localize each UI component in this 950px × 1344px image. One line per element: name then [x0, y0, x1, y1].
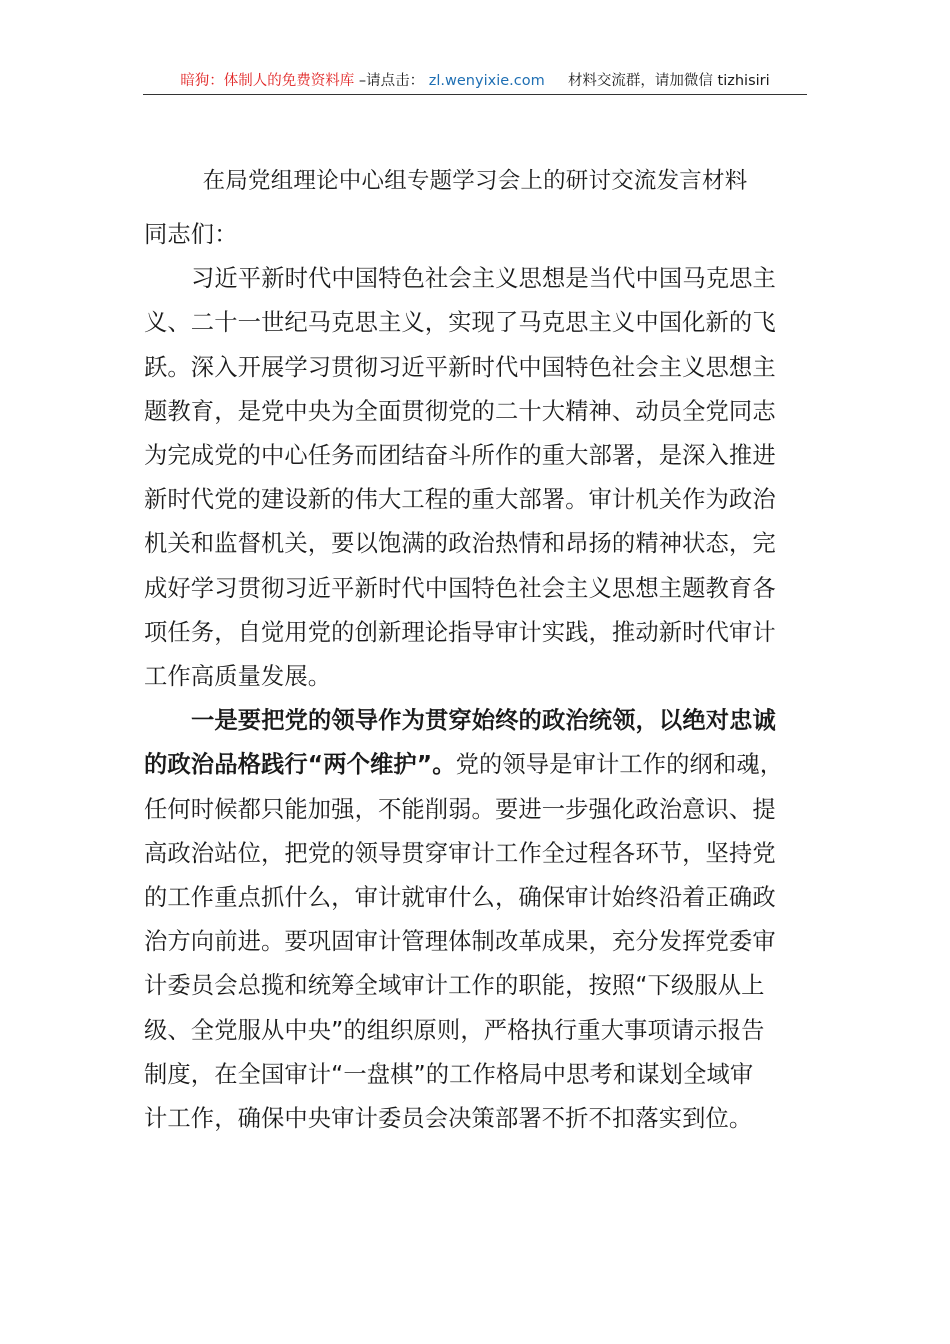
document-body [144, 213, 808, 1141]
text-line: 计工作，确保中央审计委员会决策部署不折不扣落实到位。 [144, 1105, 753, 1133]
text-line: 的工作重点抓什么，审计就审什么，确保审计始终沿着正确政 [144, 884, 776, 912]
text-line: 高政治站位，把党的领导贯穿审计工作全过程各环节，坚持党 [144, 839, 776, 867]
text-line: 级、全党服从中央”的组织原则，严格执行重大事项请示报告 [144, 1016, 765, 1044]
header-prompt: –请点击： [358, 73, 425, 89]
text-line: 新时代党的建设新的伟大工程的重大部署。审计机关作为政治 [144, 486, 776, 514]
paragraph-intro [144, 257, 808, 699]
point-heading-line: 一是要把党的领导作为贯穿始终的政治统领，以绝对忠诚 [191, 707, 776, 735]
page-header [143, 68, 807, 95]
text-line: 为完成党的中心任务而团结奋斗所作的重大部署，是深入推进 [144, 442, 776, 470]
header-contact: 材料交流群，请加微信 tizhisiri [567, 73, 770, 89]
text-line: 成好学习贯彻习近平新时代中国特色社会主义思想主题教育各 [144, 574, 776, 602]
text-line: 跃。深入开展学习贯彻习近平新时代中国特色社会主义思想主 [144, 353, 776, 381]
point-heading-tail: 的政治品格践行“两个维护”。 [144, 751, 456, 779]
header-link[interactable]: zl.wenyixie.com [428, 73, 545, 89]
text-line-mixed [144, 743, 808, 787]
text-line: 题教育，是党中央为全面贯彻党的二十大精神、动员全党同志 [144, 397, 776, 425]
paragraph-point-one [144, 699, 808, 1141]
point-body-start: 党的领导是审计工作的纲和魂， [455, 751, 784, 779]
text-line: 工作高质量发展。 [144, 663, 332, 691]
text-line: 任何时候都只能加强，不能削弱。要进一步强化政治意识、提 [144, 795, 776, 823]
document-title: 在局党组理论中心组专题学习会上的研讨交流发言材料 [202, 168, 748, 194]
text-line: 义、二十一世纪马克思主义，实现了马克思主义中国化新的飞 [144, 309, 776, 337]
salutation: 同志们： [144, 221, 238, 248]
text-line: 治方向前进。要巩固审计管理体制改革成果，充分发挥党委审 [144, 928, 776, 956]
header-site-name: 暗狗：体制人的免费资料库 [180, 73, 355, 89]
text-line: 制度，在全国审计“一盘棋”的工作格局中思考和谋划全域审 [144, 1060, 754, 1088]
text-line: 计委员会总揽和统筹全域审计工作的职能，按照“下级服从上 [144, 972, 765, 1000]
text-line: 机关和监督机关，要以饱满的政治热情和昂扬的精神状态，完 [144, 530, 776, 558]
text-line: 项任务，自觉用党的创新理论指导审计实践，推动新时代审计 [144, 618, 776, 646]
text-line: 习近平新时代中国特色社会主义思想是当代中国马克思主 [191, 265, 776, 293]
